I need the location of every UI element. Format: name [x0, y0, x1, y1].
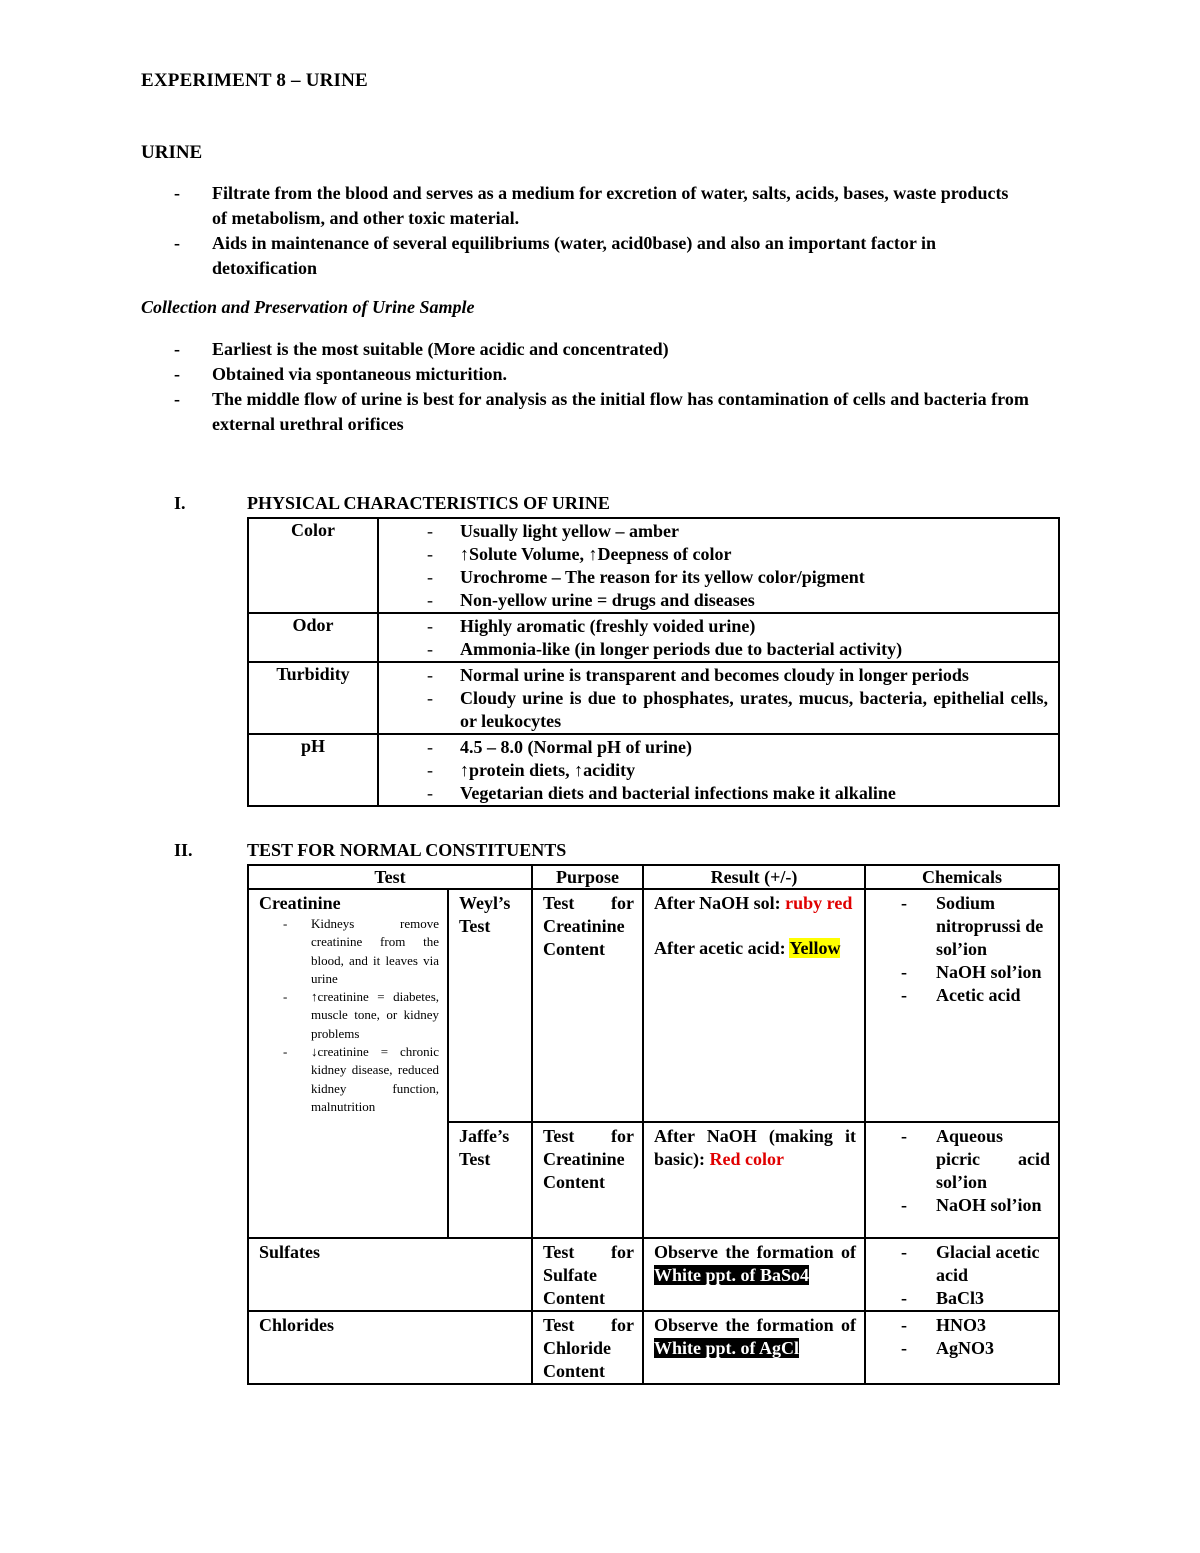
list-item: - Kidneys remove creatinine from the blood, and it leaves via urine: [283, 916, 439, 986]
document-title: EXPERIMENT 8 – URINE: [141, 70, 368, 91]
urine-definition-list: [141, 181, 1021, 281]
ruby-red-text: ruby red: [785, 893, 853, 913]
list-item: - AgNO3: [901, 1338, 994, 1358]
list-item: - Obtained via spontaneous micturition.: [174, 364, 508, 384]
table-row: [248, 734, 1059, 806]
white-ppt-highlight: White ppt. of BaSo4: [654, 1265, 810, 1285]
column-header-result: Result (+/-): [643, 865, 865, 889]
chlorides-chemicals: [865, 1311, 1059, 1384]
table-row: [248, 613, 1059, 662]
list-item: - Urochrome – The reason for its yellow color/pigment: [427, 567, 865, 587]
table-row: [248, 1238, 1059, 1311]
jaffe-test-name: Jaffe’s Test: [448, 1122, 532, 1238]
list-item: - Non-yellow urine = drugs and diseases: [427, 590, 755, 610]
chlorides-label: Chlorides: [248, 1311, 532, 1384]
list-item: - Highly aromatic (freshly voided urine): [427, 616, 756, 636]
list-item: - NaOH sol’ion: [901, 962, 1042, 982]
list-item: - Sodium nitroprussi de sol’ion: [901, 893, 1044, 959]
yellow-highlight: Yellow: [789, 938, 841, 958]
weyl-result: After NaOH sol: ruby red After acetic acid: Yellow: [643, 889, 865, 1122]
row-label: pH: [248, 734, 378, 806]
list-item: - ↑protein diets, ↑acidity: [427, 760, 636, 780]
jaffe-result: After NaOH (making it basic): Red color: [643, 1122, 865, 1238]
list-item: - Aqueous picric acid sol’ion: [901, 1126, 1050, 1192]
table-row: [248, 889, 1059, 1122]
list-item: - Usually light yellow – amber: [427, 521, 679, 541]
row-value: [378, 518, 1059, 613]
column-header-chemicals: Chemicals: [865, 865, 1059, 889]
table-row: [248, 1311, 1059, 1384]
list-item: - Normal urine is transparent and becomes cloudy in longer periods: [427, 665, 969, 685]
chlorides-purpose: Test for Chloride Content: [532, 1311, 643, 1384]
weyl-purpose: Test for Creatinine Content: [532, 889, 643, 1122]
urine-heading: URINE: [141, 142, 203, 163]
weyl-chemicals: [865, 889, 1059, 1122]
list-item: - Filtrate from the blood and serves as a medium for excretion of water, salts, acids, bases, waste products of metabolism, and other toxic material.: [174, 183, 1009, 228]
section-numeral-2: II.: [174, 840, 193, 860]
row-label: Turbidity: [248, 662, 378, 734]
list-item: - HNO3: [901, 1315, 987, 1335]
list-item: - Aids in maintenance of several equilibriums (water, acid0base) and also an important factor in detoxification: [174, 233, 937, 278]
list-item: - ↑creatinine = diabetes, muscle tone, or kidney problems: [283, 989, 439, 1041]
weyl-test-name: Weyl’s Test: [448, 889, 532, 1122]
white-ppt-highlight: White ppt. of AgCl: [654, 1338, 800, 1358]
normal-constituents-table: [247, 864, 1060, 1385]
row-label: Odor: [248, 613, 378, 662]
list-item: - The middle flow of urine is best for analysis as the initial flow has contamination of cells and bacteria from external urethral orifices: [174, 389, 1029, 434]
list-item: - ↑Solute Volume, ↑Deepness of color: [427, 544, 732, 564]
sulfates-purpose: Test for Sulfate Content: [532, 1238, 643, 1311]
red-color-text: Red color: [709, 1149, 784, 1169]
list-item: - NaOH sol’ion: [901, 1195, 1042, 1215]
column-header-test: Test: [248, 865, 532, 889]
sulfates-chemicals: [865, 1238, 1059, 1311]
section-numeral-1: I.: [174, 493, 186, 513]
creatinine-notes: [249, 915, 439, 1116]
sulfates-label: Sulfates: [248, 1238, 532, 1311]
creatinine-label: Creatinine: [259, 893, 341, 913]
chlorides-result: Observe the formation of White ppt. of AgCl: [643, 1311, 865, 1384]
list-item: - 4.5 – 8.0 (Normal pH of urine): [427, 737, 692, 757]
normal-constituents-heading: TEST FOR NORMAL CONSTITUENTS: [247, 840, 567, 860]
table-header-row: [248, 865, 1059, 889]
list-item: - Acetic acid: [901, 985, 1021, 1005]
column-header-purpose: Purpose: [532, 865, 643, 889]
row-value: [378, 662, 1059, 734]
list-item: - ↓creatinine = chronic kidney disease, reduced kidney function, malnutrition: [283, 1044, 439, 1114]
table-row: [248, 662, 1059, 734]
creatinine-cell: [248, 889, 448, 1238]
list-item: - Cloudy urine is due to phosphates, urates, mucus, bacteria, epithelial cells, or leukocytes: [427, 688, 1048, 731]
table-row: [248, 518, 1059, 613]
row-value: [378, 734, 1059, 806]
sulfates-result: Observe the formation of White ppt. of BaSo4: [643, 1238, 865, 1311]
list-item: - Vegetarian diets and bacterial infections make it alkaline: [427, 783, 896, 803]
collection-heading: Collection and Preservation of Urine Sample: [141, 297, 475, 317]
physical-characteristics-table: [247, 517, 1060, 807]
physical-heading: PHYSICAL CHARACTERISTICS OF URINE: [247, 493, 610, 513]
jaffe-purpose: Test for Creatinine Content: [532, 1122, 643, 1238]
collection-list: [141, 337, 1061, 437]
list-item: - BaCl3: [901, 1288, 985, 1308]
list-item: - Glacial acetic acid: [901, 1242, 1040, 1285]
row-value: [378, 613, 1059, 662]
row-label: Color: [248, 518, 378, 613]
list-item: - Ammonia-like (in longer periods due to bacterial activity): [427, 639, 903, 659]
list-item: - Earliest is the most suitable (More acidic and concentrated): [174, 339, 669, 359]
jaffe-chemicals: [865, 1122, 1059, 1238]
